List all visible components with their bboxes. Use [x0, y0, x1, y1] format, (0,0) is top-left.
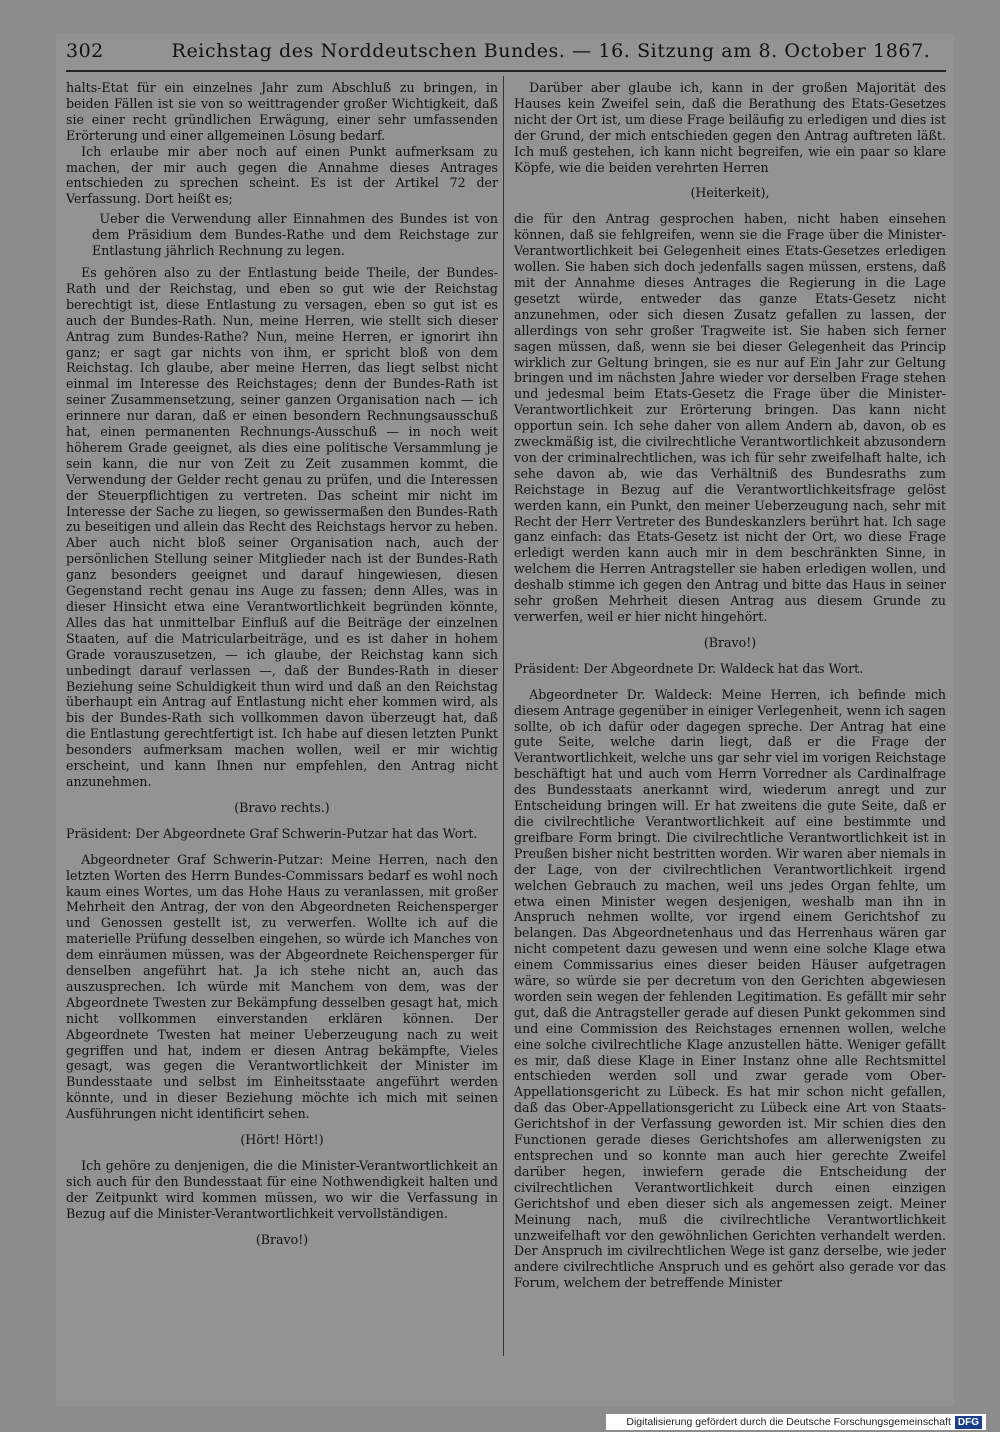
- dfg-logo: DFG: [955, 1416, 982, 1429]
- page-number: 302: [66, 40, 104, 62]
- quoted-article: Ueber die Verwendung aller Einnahmen des Bundes ist von dem Präsidium dem Bundes-Rathe und dem Reichstage zur Entlastung jährlich Rechnung zu legen.: [92, 211, 498, 259]
- interjection: (Heiterkeit),: [690, 185, 770, 201]
- speech-paragraph: Abgeordneter Dr. Waldeck: Meine Herren, ich befinde mich diesem Antrage gegenüber in einiger Verlegenheit, wenn ich sagen sollte, ob ich dafür oder dagegen spreche. Der Antrag hat eine gute Seite, welche darin liegt, daß er die Frage der Verantwortlichkeit, welche uns gar sehr viel im vorigen Reichstage beschäftigt hat und auch vom Herrn Vorredner als Cardinalfrage des Bundesstaats anerkannt wird, wiederum anregt und zur Entscheidung bringen will. Er hat zweitens die gute Seite, daß er die civilrechtliche Verantwortlichkeit auf eine bestimmte und greifbare Form bringt. Die civilrechtliche Verantwortlichkeit ist in Preußen bisher nicht bestritten worden. Wir waren aber niemals in der Lage, von der civilrechtlichen Verantwortlichkeit irgend welchen Gebrauch zu machen, weil uns jedes Organ fehlte, um etwa einen Minister wegen desjenigen, weshalb man ihn in Anspruch nehmen wollte, vor irgend einem Gerichtshof zu belangen. Das Abgeordnetenhaus und das Herrenhaus wären gar nicht competent dazu gewesen und wenn eine solche Klage etwa einem Commissarius eines dieser beiden Häuser aufgetragen wäre, so würde sie per decretum von den Gerichten abgewiesen worden sein wegen der fehlenden Legitimation. Es gefällt mir sehr gut, daß die Antragsteller gerade auf diesen Punkt gekommen sind und eine Commission des Reichstages ernennen wollen, welche eine solche civilrechtliche Klage anzustellen hätte. Weniger gefällt es mir, daß diese Klage in Einer Instanz ohne alle Rechtsmittel entschieden werden soll und zwar gerade vom Ober-Appellationsgericht zu Lübeck. Es hat mir schon nicht gefallen, daß das Ober-Appellationsgericht zu Lübeck eine Art von Staats-Gerichtshof in der Verfassung geworden ist. Mir schien dies den Functionen gerade dieses Gerichtshofes am allerwenigsten zu entsprechen und so konnte man auch hier gerechte Zweifel darüber hegen, inwiefern gerade die Entscheidung der civilrechtlichen Verantwortlichkeit durch einen einzigen Gerichtshof und eben dieser sich als angemessen zeigt. Meiner Meinung nach, muß die civilrechtliche Verantwortlichkeit unzweifelhaft vor den gewöhnlichen Gerichten verhandelt werden. Der Anspruch im civilrechtlichen Wege ist ganz derselbe, wie jeder andere civilrechtliche Anspruch und es gehört also gerade vor das Forum, welchem der betreffende Minister: [514, 686, 946, 1291]
- speech-paragraph: Abgeordneter Graf Schwerin-Putzar: Meine Herren, nach den letzten Worten des Herrn Bundes-Commissars bedarf es wohl noch kaum eines Wortes, um das Hohe Haus zu veranlassen, mit großer Mehrheit den Antrag, der von den Abgeordneten Reichensperger und Genossen gestellt ist, zu verwerfen. Wollte ich auf die materielle Prüfung desselben eingehen, so würde ich Manches von dem einräumen müssen, was der Abgeordnete Reichensperger für denselben angeführt hat. Ja ich stehe nicht an, auch das auszusprechen. Ich würde mit Manchem von dem, was der Abgeordnete Twesten zur Bekämpfung desselben gesagt hat, mich nicht vollkommen einverstanden erklären können. Der Abgeordnete Twesten hat meiner Ueberzeugung nach zu weit gegriffen und hat, indem er diesen Antrag bekämpfte, Vieles gesagt, was gegen die Verantwortlichkeit der Minister im Bundesstaate und selbst im Einheitsstaate angeführt werden könnte, und in dieser Beziehung möchte ich mich mit seinen Ausführungen nicht identificirt sehen.: [66, 851, 498, 1122]
- paragraph: Darüber aber glaube ich, kann in der großen Majorität des Hauses kein Zweifel sein, daß die Berathung des Etats-Gesetzes nicht der Ort ist, um diese Frage beiläufig zu erledigen und dies ist der Grund, der mich entschieden gegen den Antrag auftreten läßt. Ich muß gestehen, ich kann nicht begreifen, wie ein paar so klare Köpfe, wie die beiden verehrten Herren: [514, 80, 946, 175]
- paragraph: Es gehören also zu der Entlastung beide Theile, der Bundes-Rath und der Reichstag, und eben so gut wie der Reichstag berechtigt ist, diese Entlastung zu versagen, eben so gut ist es auch der Bundes-Rath. Nun, meine Herren, wie stellt sich dieser Antrag zum Bundes-Rathe? Nun, meine Herren, er ignorirt ihn ganz; er sagt gar nichts von ihm, er spricht bloß von dem Reichstag. Ich glaube, aber meine Herren, das liegt selbst nicht einmal im Interesse des Reichstages; denn der Bundes-Rath ist seiner Zusammensetzung, seiner ganzen Organisation nach — ich erinnere nur daran, daß er einen besondern Rechnungsausschuß hat, einen permanenten Rechnungs-Ausschuß — in noch weit höherem Grade geeignet, als dies eine politische Versammlung je sein kann, die nur von Zeit zu Zeit zusammen kommt, die Verwendung der Gelder recht genau zu prüfen, und die Interessen der Steuerpflichtigen zu vertreten. Das scheint mir nicht im Interesse der Sache zu liegen, so gewissermaßen den Bundes-Rath zu beseitigen und allein das Recht des Reichstags hervor zu heben. Aber auch nicht bloß seiner Organisation nach, auch der persönlichen Stellung seiner Mitglieder nach ist der Bundes-Rath ganz besonders geeignet und darauf hingewiesen, diesen Gegenstand recht genau ins Auge zu fassen; denn Alles, was in dieser Hinsicht etwa eine Verantwortlichkeit begründen könnte, Alles das hat unmittelbar Einfluß auf die Beiträge der einzelnen Staaten, auf die Matricularbeiträge, und es ist daher in hohem Grade vorauszusetzen, — ich glaube, der Reichstag kann sich unbedingt darauf verlassen —, daß der Bundes-Rath in dieser Beziehung seine Schuldigkeit thun wird und daß an den Reichstag überhaupt ein Antrag auf Entlastung nicht eher kommen wird, als bis der Bundes-Rath sich vollkommen davon überzeugt hat, daß die Entlastung gerechtfertigt ist. Ich habe auf diesen letzten Punkt besonders aufmerksam machen wollen, weil er mir wichtig erscheint, und kann Ihnen nur empfehlen, den Antrag nicht anzunehmen.: [66, 264, 498, 789]
- left-column: [66, 80, 498, 1258]
- paragraph: Ich erlaube mir aber noch auf einen Punkt aufmerksam zu machen, der mir auch gegen die Annahme dieses Antrages entschieden zu sprechen scheint. Es ist der Artikel 72 der Verfassung. Dort heißt es;: [66, 143, 498, 207]
- paragraph: halts-Etat für ein einzelnes Jahr zum Abschluß zu bringen, in beiden Fällen ist sie von so weittragender großer Wichtigkeit, daß sie einer recht gründlichen Erwägung, einer sehr umfassenden Erörterung und einer allgemeinen Lösung bedarf.: [66, 80, 498, 143]
- interjection: (Bravo rechts.): [234, 799, 330, 815]
- interjection: (Bravo!): [255, 1231, 309, 1247]
- digitization-footer: [606, 1414, 986, 1430]
- footer-text: Digitalisierung gefördert durch die Deutsche Forschungsgemeinschaft: [626, 1416, 951, 1428]
- column-divider: [503, 76, 504, 1356]
- right-column: [514, 80, 946, 1291]
- paragraph: die für den Antrag gesprochen haben, nicht haben einsehen können, daß sie fehlgreifen, wenn sie die Frage über die Minister-Verantwortlichkeit bei Gelegenheit eines Etats-Gesetzes erledigen wollen. Sie haben sich doch jedenfalls sagen müssen, erstens, daß mit der Annahme dieses Antrages die Regierung in die Lage gesetzt würde, entweder das ganze Etats-Gesetz nicht anzunehmen, oder sich diesen Zusatz gefallen zu lassen, der allerdings von sehr großer Tragweite ist. Sie haben sich ferner sagen müssen, daß, wenn sie bei dieser Gelegenheit das Princip wirklich zur Geltung bringen, sie es nur auf Ein Jahr zur Geltung bringen und im nächsten Jahre wieder vor derselben Frage stehen und jedesmal beim Etats-Gesetz die Frage über die Minister-Verantwortlichkeit zur Erörterung bringen. Das kann nicht opportun sein. Ich sehe daher von allem Andern ab, davon, ob es zweckmäßig ist, die civilrechtliche Verantwortlichkeit abzusondern von der criminalrechtlichen, was ich für sehr zweifelhaft halte, ich sehe davon ab, wie das Verhältniß des Bundesraths zum Reichstage in Bezug auf die Verantwortlichkeitsfrage gelöst werden kann, ein Punkt, den meiner Ueberzeugung nach, sehr mit Recht der Herr Vertreter des Bundeskanzlers berührt hat. Ich sage ganz einfach: das Etats-Gesetz ist nicht der Ort, wo diese Frage erledigt werden kann auch mir in dem beschränkten Sinne, in welchem die Herren Antragsteller sie haben erledigen wollen, und deshalb stimme ich gegen den Antrag und bitte das Haus in seiner sehr großen Mehrheit diesen Antrag aus diesem Grunde zu verwerfen, weil er hier nicht hingehört.: [514, 211, 946, 624]
- running-title: Reichstag des Norddeutschen Bundes. — 16. Sitzung am 8. October 1867.: [171, 40, 931, 62]
- president-statement: Präsident: Der Abgeordnete Dr. Waldeck hat das Wort.: [514, 660, 864, 676]
- interjection: (Hört! Hört!): [240, 1132, 324, 1148]
- paragraph: Ich gehöre zu denjenigen, die die Minister-Verantwortlichkeit an sich auch für den Bundesstaat für eine Nothwendigkeit halten und der Zeitpunkt wird kommen müssen, wo wir die Verfassung in Bezug auf die Minister-Verantwortlichkeit vervollständigen.: [66, 1158, 498, 1221]
- president-statement: Präsident: Der Abgeordnete Graf Schwerin-Putzar hat das Wort.: [66, 825, 478, 841]
- page-header: [66, 40, 946, 72]
- interjection: (Bravo!): [703, 634, 757, 650]
